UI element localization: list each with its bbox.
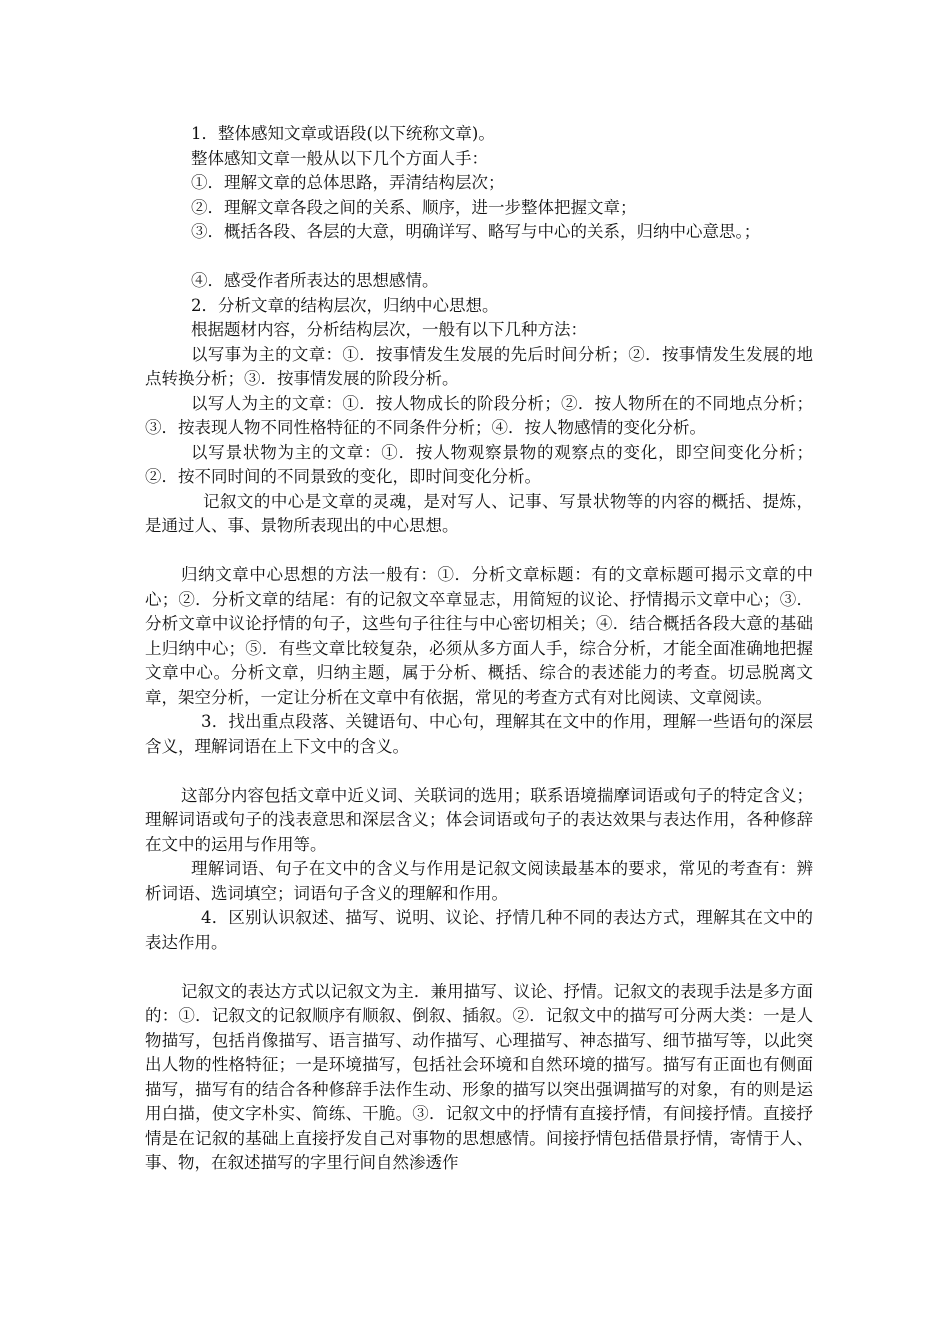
blank-line <box>145 539 813 564</box>
section-heading-3: 3．找出重点段落、关键语句、中心句，理解其在文中的作用，理解一些语句的深层含义，理解词语在上下文中的含义。 <box>145 712 813 756</box>
paragraph: 归纳文章中心思想的方法一般有：①．分析文章标题：有的文章标题可揭示文章的中心；②．分析文章的结尾：有的记叙文卒章显志，用简短的议论、抒情揭示文章中心；③．分析文章中议论抒情的句子，这些句子往往与中心密切相关；④．结合概括各段大意的基础上归纳中心；⑤．有些文章比较复杂，必须从多方面人手，综合分析，才能全面准确地把握文章中心。分析文章，归纳主题，属于分析、概括、综合的表述能力的考查。切忌脱离文章，架空分析，一定让分析在文章中有依据，常见的考查方式有对比阅读、文章阅读。 <box>145 565 813 707</box>
paragraph: 以写景状物为主的文章：①．按人物观察景物的观察点的变化，即空间变化分析；②．按不同时间的不同景致的变化，即时间变化分析。 <box>145 442 813 486</box>
list-item: ①．理解文章的总体思路，弄清结构层次； <box>191 173 505 192</box>
paragraph: 以写事为主的文章：①．按事情发生发展的先后时间分析；②．按事情发生发展的地点转换分析；③．按事情发展的阶段分析。 <box>145 344 813 388</box>
section-heading-1: 1．整体感知文章或语段(以下统称文章)。 <box>191 124 495 143</box>
paragraph: 整体感知文章一般从以下几个方面人手： <box>191 148 488 168</box>
blank-line <box>145 245 813 270</box>
blank-line <box>145 759 813 784</box>
paragraph: 记叙文的中心是文章的灵魂，是对写人、记事、写景状物等的内容的概括、提炼，是通过人、事、景物所表现出的中心思想。 <box>145 491 813 535</box>
paragraph: 根据题材内容，分析结构层次，一般有以下几种方法： <box>191 320 587 339</box>
paragraph: 理解词语、句子在文中的含义与作用是记叙文阅读最基本的要求，常见的考查有：辨析词语、选词填空；词语句子含义的理解和作用。 <box>145 859 813 903</box>
paragraph: 这部分内容包括文章中近义词、关联词的选用；联系语境揣摩词语或句子的特定含义；理解词语或句子的浅表意思和深层含义；体会词语或句子的表达效果与表达作用，各种修辞在文中的运用与作用等。 <box>145 785 813 854</box>
list-item: ②．理解文章各段之间的关系、顺序，进一步整体把握文章； <box>191 197 637 217</box>
list-item: ③．概括各段、各层的大意，明确详写、略写与中心的关系，归纳中心意思。； <box>191 222 761 241</box>
blank-line <box>145 955 813 980</box>
paragraph: 以写人为主的文章：①．按人物成长的阶段分析；②．按人物所在的不同地点分析；③．按表现人物不同性格特征的不同条件分析；④．按人物感情的变化分析。 <box>145 393 813 437</box>
section-heading-2: 2．分析文章的结构层次，归纳中心思想。 <box>191 295 499 315</box>
list-item: ④．感受作者所表达的思想感情。 <box>191 271 439 290</box>
section-heading-4: 4．区别认识叙述、描写、说明、议论、抒情几种不同的表达方式，理解其在文中的表达作用。 <box>145 908 813 952</box>
document-body <box>145 122 813 1176</box>
paragraph: 记叙文的表达方式以记叙文为主．兼用描写、议论、抒情。记叙文的表现手法是多方面的：①．记叙文的记叙顺序有顺叙、倒叙、插叙。②．记叙文中的描写可分两大类：一是人物描写，包括肖像描写、语言描写、动作描写、心理描写、神态描写、细节描写等，以此突出人物的性格特征；一是环境描写，包括社会环境和自然环境的描写。描写有正面也有侧面描写，描写有的结合各种修辞手法作生动、形象的描写以突出强调描写的对象，有的则是运用白描，使文字朴实、简练、干脆。③．记叙文中的抒情有直接抒情，有间接抒情。直接抒情是在记叙的基础上直接抒发自己对事物的思想感情。间接抒情包括借景抒情，寄情于人、事、物，在叙述描写的字里行间自然渗透作 <box>145 981 813 1172</box>
